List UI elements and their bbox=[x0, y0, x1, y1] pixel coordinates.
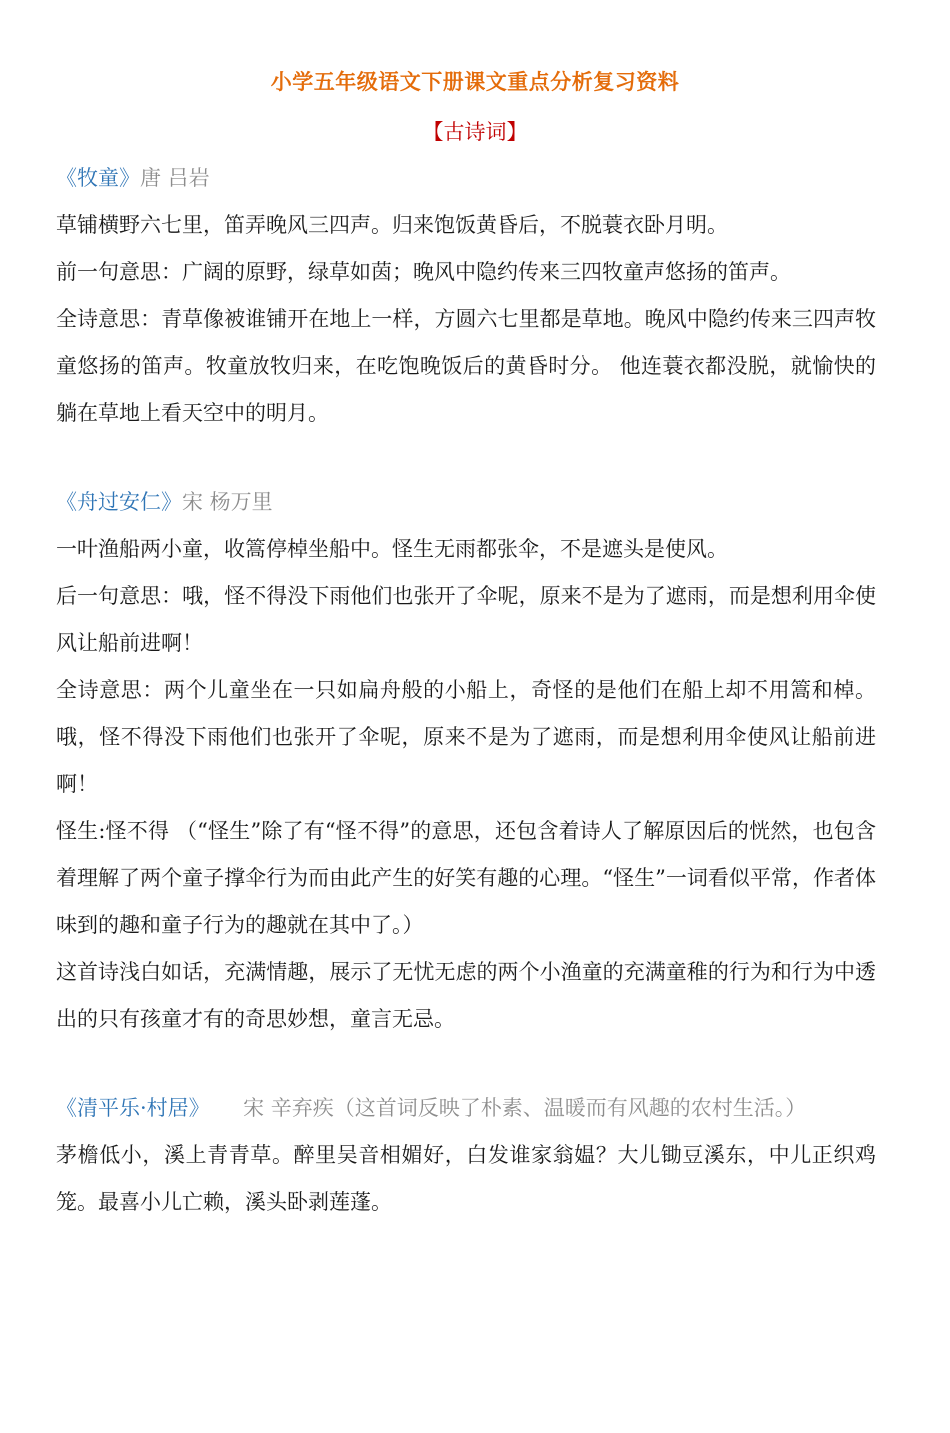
document-title: 小学五年级语文下册课文重点分析复习资料 bbox=[270, 70, 680, 94]
poem-meaning: 全诗意思：两个儿童坐在一只如扁舟般的小船上，奇怪的是他们在船上却不用篙和棹。哦，怪不得没下雨他们也张开了伞呢，原来不是为了遮雨，而是想利用伞使风让船前进啊！ bbox=[56, 678, 876, 796]
poem-title: 《牧童》 bbox=[56, 166, 140, 190]
poem-text: 一叶渔船两小童，收篙停棹坐船中。怪生无雨都张伞，不是遮头是使风。 bbox=[56, 537, 728, 561]
poem-author: 宋 辛弃疾（这首词反映了朴素、温暖而有风趣的农村生活。） bbox=[243, 1096, 807, 1120]
poem-text: 草铺横野六七里，笛弄晚风三四声。归来饱饭黄昏后，不脱蓑衣卧月明。 bbox=[56, 213, 728, 237]
line-meaning: 前一句意思：广阔的原野，绿草如茵；晚风中隐约传来三四牧童声悠扬的笛声。 bbox=[56, 260, 791, 284]
poem-qingpingle-cunju bbox=[56, 1085, 876, 1226]
section-heading: 【古诗词】 bbox=[422, 120, 528, 144]
poem-mutong bbox=[56, 155, 876, 437]
poem-text: 茅檐低小，溪上青青草。醉里吴音相媚好，白发谁家翁媪？大儿锄豆溪东，中儿正织鸡笼。最喜小儿亡赖，溪头卧剥莲蓬。 bbox=[56, 1143, 876, 1214]
poem-meaning: 全诗意思：青草像被谁铺开在地上一样，方圆六七里都是草地。晚风中隐约传来三四声牧童悠扬的笛声。牧童放牧归来，在吃饱晚饭后的黄昏时分。 他连蓑衣都没脱，就愉快的躺在草地上看天空中的明月。 bbox=[56, 307, 876, 425]
poem-author: 唐 吕岩 bbox=[140, 166, 210, 190]
poem-header bbox=[56, 155, 876, 202]
document-body bbox=[56, 155, 876, 1226]
poem-zhouguo-anren bbox=[56, 479, 876, 1043]
poem-header bbox=[56, 1085, 876, 1132]
word-note: 怪生:怪不得 （“怪生”除了有“怪不得”的意思，还包含着诗人了解原因后的恍然，也包含着理解了两个童子撑伞行为而由此产生的好笑有趣的心理。“怪生”一词看似平常，作者体味到的趣和童子行为的趣就在其中了。） bbox=[56, 819, 876, 937]
line-meaning: 后一句意思：哦，怪不得没下雨他们也张开了伞呢，原来不是为了遮雨，而是想利用伞使风让船前进啊！ bbox=[56, 584, 876, 655]
poem-header bbox=[56, 479, 876, 526]
poem-title: 《清平乐·村居》 bbox=[56, 1096, 210, 1120]
poem-author: 宋 杨万里 bbox=[182, 490, 273, 514]
poem-appreciation: 这首诗浅白如话，充满情趣，展示了无忧无虑的两个小渔童的充满童稚的行为和行为中透出的只有孩童才有的奇思妙想，童言无忌。 bbox=[56, 960, 876, 1031]
poem-title: 《舟过安仁》 bbox=[56, 490, 182, 514]
